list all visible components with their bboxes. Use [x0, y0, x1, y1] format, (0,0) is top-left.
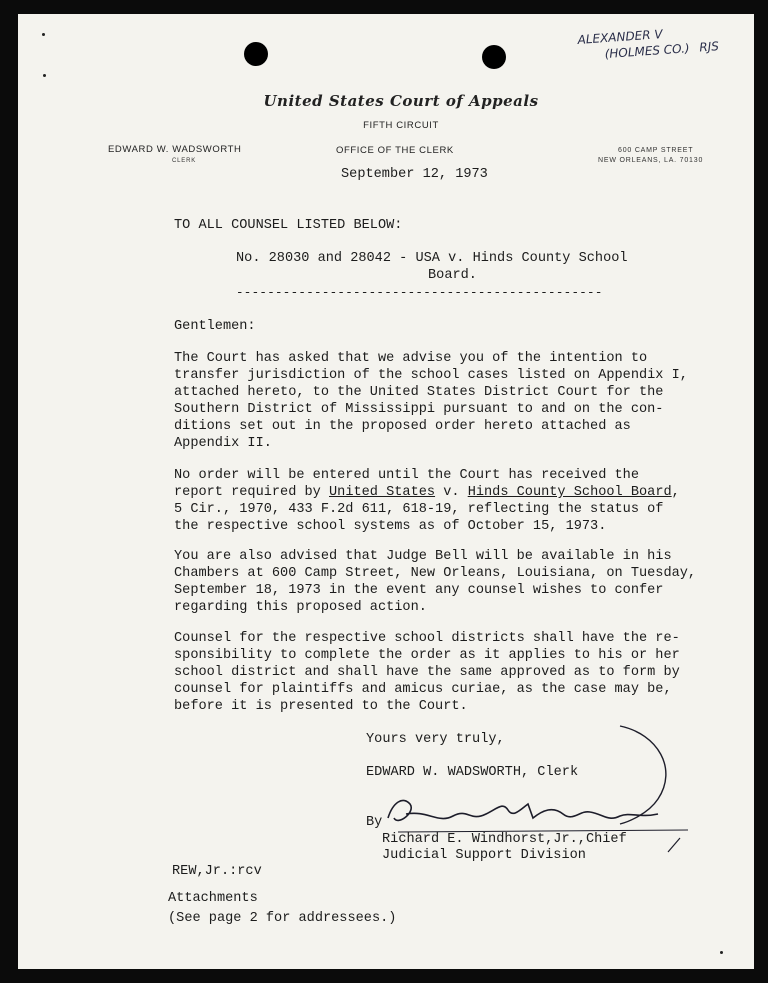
paragraph-4-line: sponsibility to complete the order as it applies to his or her: [174, 648, 680, 663]
letter-date: September 12, 1973: [341, 167, 488, 182]
signature-tick-stroke: [668, 838, 680, 852]
paragraph-4: [174, 630, 680, 715]
letter-page: [18, 14, 754, 969]
typist-initials: REW,Jr.:rcv: [172, 864, 262, 879]
paragraph-4-line: counsel for plaintiffs and amicus curiae, as the case may be,: [174, 682, 672, 697]
signature-stroke: [388, 800, 658, 820]
signer-office: EDWARD W. WADSWORTH, Clerk: [366, 765, 579, 780]
signer-division: Judicial Support Division: [382, 848, 586, 863]
handwritten-note-line1: ALEXANDER V: [577, 27, 664, 47]
salutation: Gentlemen:: [174, 319, 256, 334]
paragraph-2-line: No order will be entered until the Court has received the: [174, 468, 639, 483]
speck: [43, 74, 46, 77]
case-line-2: Board.: [428, 268, 477, 283]
signature-loop-stroke: [620, 726, 666, 824]
paragraph-3-line: regarding this proposed action.: [174, 600, 427, 615]
clerk-name: EDWARD W. WADSWORTH: [108, 144, 242, 155]
court-name: United States Court of Appeals: [263, 92, 539, 110]
paragraph-1-line: ditions set out in the proposed order hereto attached as: [174, 419, 631, 434]
handwritten-note: [577, 20, 749, 64]
paragraph-2-text: v.: [435, 485, 468, 500]
address-line2: NEW ORLEANS, LA. 70130: [598, 157, 704, 164]
paragraph-2-text: report required by: [174, 485, 329, 500]
speck: [42, 33, 45, 36]
paragraph-1-line: transfer jurisdiction of the school cases listed on Appendix I,: [174, 368, 688, 383]
clerk-title: CLERK: [172, 158, 197, 164]
speck: [720, 951, 723, 954]
paragraph-1-line: The Court has asked that we advise you of the intention to: [174, 351, 648, 366]
paragraph-4-line: school district and shall have the same approved as to form by: [174, 665, 680, 680]
paragraph-1: [174, 350, 688, 452]
circuit-name: FIFTH CIRCUIT: [363, 120, 439, 131]
by-label: By: [366, 815, 383, 830]
paragraph-2-line: [174, 484, 680, 501]
paragraph-2: [174, 467, 680, 535]
attachments-label: Attachments: [168, 891, 258, 906]
paragraph-2-text: ,: [671, 485, 680, 500]
paragraph-4-line: before it is presented to the Court.: [174, 699, 468, 714]
paragraph-3-line: September 18, 1973 in the event any counsel wishes to confer: [174, 583, 664, 598]
punch-hole-right: [482, 45, 506, 69]
paragraph-1-line: Appendix II.: [174, 436, 272, 451]
paragraph-2-line: 5 Cir., 1970, 433 F.2d 611, 618-19, reflecting the status of: [174, 502, 664, 517]
case-line-1: No. 28030 and 28042 - USA v. Hinds County School: [236, 251, 628, 266]
signer-name: Richard E. Windhorst,Jr.,Chief: [382, 832, 627, 847]
office-of-clerk: OFFICE OF THE CLERK: [336, 145, 454, 156]
punch-hole-left: [244, 42, 268, 66]
addressees-note: (See page 2 for addressees.): [168, 911, 397, 926]
address-line1: 600 CAMP STREET: [618, 147, 694, 154]
paragraph-3: [174, 548, 696, 616]
case-rule: -----------------------------------------------: [236, 286, 603, 300]
closing: Yours very truly,: [366, 732, 505, 747]
addressee-line: TO ALL COUNSEL LISTED BELOW:: [174, 218, 403, 233]
paragraph-3-line: You are also advised that Judge Bell will be available in his: [174, 549, 672, 564]
case-citation-hinds-county: Hinds County School Board: [467, 485, 672, 500]
paragraph-1-line: attached hereto, to the United States District Court for the: [174, 385, 664, 400]
handwritten-initials: RJS: [698, 39, 720, 55]
paragraph-4-line: Counsel for the respective school districts shall have the re-: [174, 631, 680, 646]
paragraph-1-line: Southern District of Mississippi pursuant to and on the con-: [174, 402, 664, 417]
handwritten-note-line2-text: (HOLMES CO.): [604, 41, 691, 62]
case-citation-united-states: United States: [329, 485, 436, 500]
paragraph-3-line: Chambers at 600 Camp Street, New Orleans, Louisiana, on Tuesday,: [174, 566, 697, 581]
paragraph-2-line: the respective school systems as of October 15, 1973.: [174, 519, 607, 534]
